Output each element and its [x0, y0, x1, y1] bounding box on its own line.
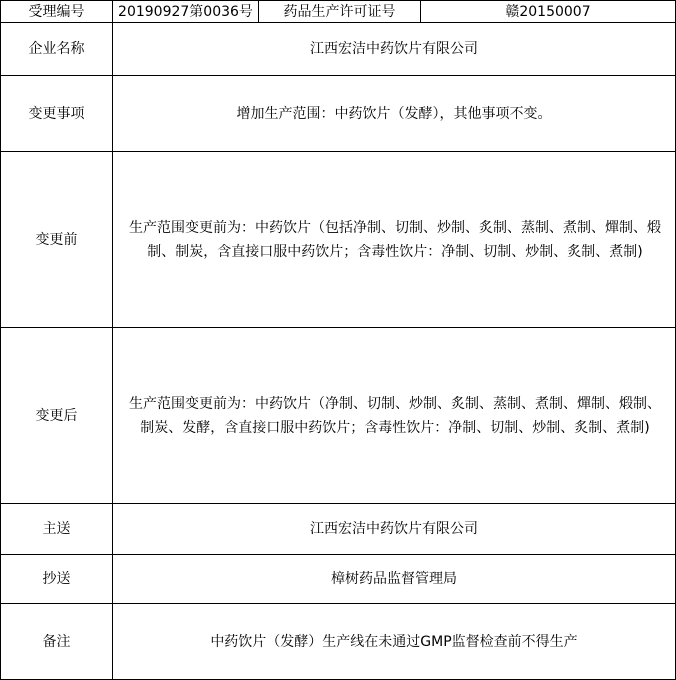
change-item-label: 变更事项 — [28, 105, 85, 122]
after-change-label: 变更后 — [35, 407, 78, 424]
cc-value: 樟树药品监督管理局 — [331, 571, 457, 587]
after-change-value: 生产范围变更前为：中药饮片（净制、切制、炒制、炙制、蒸制、煮制、燀制、煅制、制炭、发酵，含直接口服中药饮片；含毒性饮片：净制、切制、炒制、炙制、煮制) — [129, 395, 661, 436]
company-name-label: 企业名称 — [28, 41, 85, 57]
remarks-label: 备注 — [42, 633, 71, 650]
before-change-value: 生产范围变更前为：中药饮片（包括净制、切制、炒制、炙制、蒸制、煮制、燀制、煅制、制炭，含直接口服中药饮片；含毒性饮片：净制、切制、炒制、炙制、煮制) — [129, 219, 661, 260]
acceptance-number-label: 受理编号 — [28, 3, 85, 20]
change-item-value: 增加生产范围：中药饮片（发酵），其他事项不变。 — [236, 105, 552, 122]
before-change-label: 变更前 — [35, 231, 78, 248]
license-number-value: 赣20150007 — [505, 3, 591, 20]
main-recipient-label: 主送 — [42, 521, 71, 537]
acceptance-number-value: 20190927第0036号 — [118, 3, 253, 20]
license-number-label: 药品生产许可证号 — [283, 3, 396, 20]
main-recipient-value: 江西宏洁中药饮片有限公司 — [310, 521, 478, 537]
remarks-value: 中药饮片（发酵）生产线在未通过GMP监督检查前不得生产 — [210, 633, 578, 650]
cc-label: 抄送 — [42, 571, 71, 587]
company-name-value: 江西宏洁中药饮片有限公司 — [310, 41, 478, 57]
